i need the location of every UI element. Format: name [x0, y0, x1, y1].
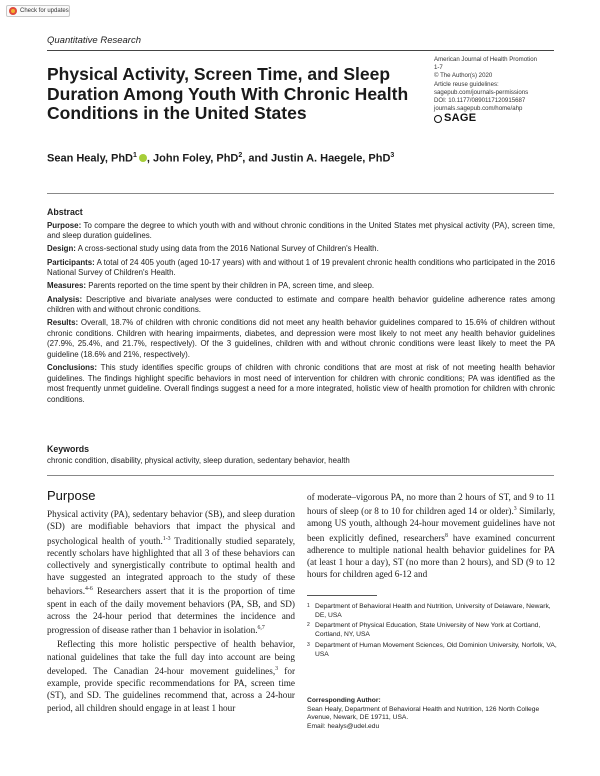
footnote-divider	[307, 595, 377, 596]
journal-doi[interactable]: DOI: 10.1177/0890117120915687	[434, 97, 526, 105]
author-3-affil: 3	[390, 152, 395, 159]
journal-reuse-link[interactable]: sagepub.com/journals-permissions	[434, 88, 529, 96]
body-column-right	[307, 491, 555, 581]
abstract-participants: Participants: A total of 24 405 youth (aged 10-17 years) with and without 1 of 19 prevalent chronic health conditions who participated in the 2016 National Survey of Children's Health.	[47, 257, 555, 278]
affiliations	[307, 603, 557, 661]
affiliation-2: 2 Department of Physical Education, State University of New York at Cortland, Cortland, NY, USA	[307, 622, 541, 639]
body-paragraph-2-cont: of moderate–vigorous PA, no more than 2 hours of ST, and 9 to 11 hours of sleep (or 8 to 10 for children aged 14 or older).$^3$ Similarly, among US youth, although 24-hour movement guidelines have not been explicitly defined, researchers$^8$ have examined concurrent adherence to multiple national health behavior guidelines for PA (at least 1 hour a day), ST (no more than 2 hours), and SD (9 to 12 hours for children aged 6-12 and	[307, 492, 556, 580]
author-3: , and Justin A. Haegele, PhD	[242, 152, 391, 165]
abstract-conclusions: Conclusions: This study identifies specific groups of children with chronic conditions that are most at risk of not meeting health behavior guidelines. The findings highlight specific behaviors in most need of intervention for children with chronic conditions; PA was identified as the most frequently unmet guideline. Overall findings suggest a need for a more integrated, holistic view of health promotion for children with chronic conditions.	[47, 363, 555, 404]
journal-pages: 1-7	[434, 64, 443, 72]
keywords-heading: Keywords	[47, 444, 90, 454]
abstract-heading: Abstract	[47, 207, 83, 217]
orcid-icon[interactable]	[139, 154, 147, 162]
section-label: Quantitative Research	[47, 35, 141, 46]
body-column-left	[47, 490, 295, 714]
author-2: , John Foley, PhD	[146, 152, 239, 165]
sage-logo-icon	[434, 115, 442, 123]
corresponding-author	[307, 697, 557, 732]
keywords-list: chronic condition, disability, physical activity, sleep duration, sedentary behavior, health	[47, 456, 350, 465]
corresponding-email[interactable]: Email: healys@udel.edu	[307, 723, 380, 731]
purpose-heading: Purpose	[47, 488, 96, 503]
abstract-results: Results: Overall, 18.7% of children with chronic conditions did not meet any health behavior guidelines compared to 15.6% of children without chronic conditions. Children with hearing impairments, diabetes, and depression were most likely to not meet any health behavior guidelines (27.9%, 25.4%, and 21.7%, respectively). Of the 3 guidelines, children with and without chronic conditions were least likely to meet the PA guideline (18.6% and 21%, respectively).	[47, 318, 555, 359]
journal-copyright: © The Author(s) 2020	[434, 72, 493, 80]
citation[interactable]: 8	[444, 532, 448, 539]
check-for-updates-badge[interactable]	[6, 5, 70, 17]
abstract	[47, 207, 555, 408]
publisher-logo	[434, 112, 564, 125]
journal-reuse: Article reuse guidelines:	[434, 80, 499, 88]
abstract-analysis: Analysis: Descriptive and bivariate analyses were conducted to estimate and compare health behavior guideline adherence rates among children with and without chronic conditions.	[47, 294, 555, 315]
header-divider	[47, 50, 554, 51]
affiliation-3: 3 Department of Human Movement Sciences, Old Dominion University, Norfolk, VA, USA	[307, 641, 557, 658]
journal-info	[434, 56, 564, 123]
publisher-name: SAGE	[444, 112, 477, 125]
citation[interactable]: 1-3	[162, 535, 171, 542]
author-1-affil: 1	[133, 152, 137, 159]
citation[interactable]: 3	[513, 506, 517, 513]
abstract-measures: Measures: Parents reported on the time spent by their children in PA, screen time, and sleep.	[47, 281, 375, 291]
body-paragraph-2: Reflecting this more holistic perspective of health behavior, national guidelines that take the full day into account are being developed. The Canadian 24-hour movement guidelines,$^3$ for example, provide specific recommendations for PA, screen time (ST), and SD. The guidelines recommend that, across a 24-hour period, all children should engage in at least 1 hour	[47, 639, 296, 713]
citation[interactable]: 6,7	[257, 625, 265, 632]
author-2-affil: 2	[238, 152, 243, 159]
author-1: Sean Healy, PhD	[47, 152, 133, 165]
keywords	[47, 444, 555, 466]
author-list	[47, 152, 394, 165]
keywords-divider	[47, 475, 554, 476]
corresponding-heading: Corresponding Author:	[307, 697, 381, 704]
affiliation-1: 1 Department of Behavioral Health and Nutrition, University of Delaware, Newark, DE, USA	[307, 603, 551, 619]
corresponding-address: Sean Healy, Department of Behavioral Health and Nutrition, 126 North College Avenue, Newark, DE 19711, USA.	[307, 705, 540, 722]
article-title: Physical Activity, Screen Time, and Sleep Duration Among Youth With Chronic Health Conditions in the United States	[47, 64, 409, 123]
citation[interactable]: 3	[275, 665, 279, 672]
journal-home-link[interactable]: journals.sagepub.com/home/ahp	[434, 105, 523, 113]
abstract-design: Design: A cross-sectional study using data from the 2016 National Survey of Children's Health.	[47, 244, 379, 254]
citation[interactable]: 4-6	[85, 586, 93, 593]
update-icon	[9, 7, 17, 15]
badge-label: Check for updates	[20, 8, 69, 14]
abstract-purpose: Purpose: To compare the degree to which youth with and without chronic conditions in the United States met physical activity (PA), screen time, and sleep duration guidelines.	[47, 220, 555, 240]
abstract-divider	[47, 193, 554, 194]
body-paragraph-1: Physical activity (PA), sedentary behavior (SB), and sleep duration (SD) are modifiable behaviors that impact the physical and psychological health of youth.$^{1-3}$ Traditionally studied separately, recently scholars have highlighted that all 3 of these behaviors can collectively and synergistically contribute to optimal health and have suggested an integrated approach to the study of these behaviors.$^{4-6}$ Researchers assert that it is the proportion of time spent in each of the daily movement behaviors (PA, SB, and SD) across the 24-hour period that determines the incidence and progression of disease rather than 1 behavior in isolation.$^{6,7}$	[47, 509, 295, 636]
journal-name: American Journal of Health Promotion	[434, 56, 537, 63]
